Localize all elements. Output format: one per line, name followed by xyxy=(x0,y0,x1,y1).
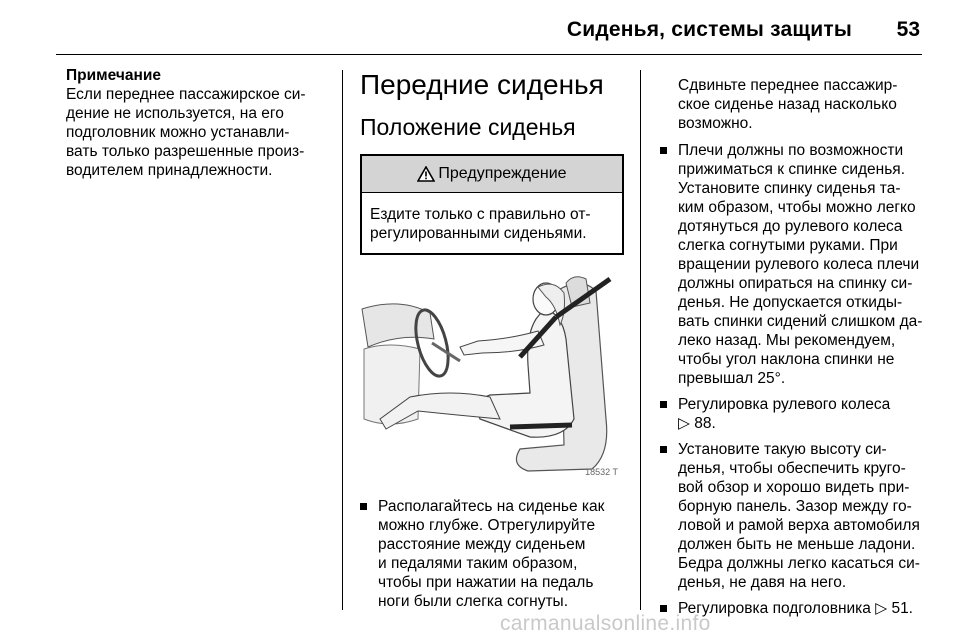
list-item xyxy=(660,440,928,592)
column-divider-2 xyxy=(640,70,641,610)
note-text xyxy=(66,85,328,180)
column-3 xyxy=(660,76,928,625)
watermark: carmanualsonline.info xyxy=(500,612,711,635)
list-item xyxy=(660,395,928,433)
note-line: Если переднее пассажирское си- xyxy=(66,86,306,103)
warning-text xyxy=(362,193,622,253)
list-item-text: Установите такую высоту си- денья, чтобы обеспечить круго- вой обзор и хорошо видеть при- борную панель. Зазор между го- ловой и рамой верха автомобиля должен быть не меньше ладони. Бедра должны легко касаться си- денья, не давя на него. xyxy=(678,441,920,591)
bullet-square-icon xyxy=(360,503,367,510)
note-line: вать только разрешенные произ- xyxy=(66,143,305,160)
page-header xyxy=(56,0,922,56)
driver-seat-illustration xyxy=(360,269,622,479)
list-item-text: Располагайтесь на сиденье как можно глубже. Отрегулируйте расстояние между сиденьем и педалями таким образом, чтобы при нажатии на педаль ноги были слегка согнуты. xyxy=(378,498,605,610)
note-line: водителем принадлежности. xyxy=(66,162,273,179)
list-item xyxy=(660,141,928,388)
bullet-square-icon xyxy=(660,401,667,408)
section-subtitle: Положение сиденья xyxy=(360,114,576,140)
bullet-square-icon xyxy=(660,446,667,453)
warning-line: регулированными сиденьями. xyxy=(370,225,587,242)
adjustment-list xyxy=(660,141,928,618)
note-line: подголовник можно устанавли- xyxy=(66,124,290,141)
warning-triangle-icon xyxy=(417,166,435,182)
headrest-reference-link[interactable]: Регулировка подголовника ▷ 51. xyxy=(678,600,913,617)
column-divider-1 xyxy=(342,70,343,610)
illustration-id: 18532 T xyxy=(585,467,618,477)
section-title: Передние сиденья xyxy=(360,69,604,100)
note-title: Примечание xyxy=(66,67,161,84)
intro-text: Сдвиньте переднее пассажир- ское сиденье назад насколько возможно. xyxy=(678,77,898,132)
warning-header xyxy=(362,156,622,193)
bullet-square-icon xyxy=(660,147,667,154)
list-item-text: Плечи должны по возможности прижиматься к спинке сиденья. Установите спинку сиденья та- ким образом, чтобы можно легко дотянуться до рулевого колеса слегка согнутыми руками. При вращении рулевого колеса плечи должны опираться на спинку си- денья. Не допускается откиды- вать спинки сидений слишком да- леко назад. Мы рекомендуем, чтобы угол наклона спинки не превышал 25°. xyxy=(678,142,923,387)
list-item xyxy=(360,497,626,611)
steering-reference-link[interactable]: Регулировка рулевого колеса ▷ 88. xyxy=(678,396,891,432)
bullet-square-icon xyxy=(660,605,667,612)
warning-title: Предупреждение xyxy=(438,165,567,182)
warning-box xyxy=(360,154,624,255)
page-number: 53 xyxy=(896,18,920,41)
page-title: Сиденья, системы защиты xyxy=(566,18,852,41)
note-line: дение не используется, на его xyxy=(66,105,284,122)
header-rule xyxy=(56,54,922,55)
warning-line: Ездите только с правильно от- xyxy=(370,206,591,223)
column-1 xyxy=(66,66,328,180)
column-2 xyxy=(360,70,626,618)
seat-instructions-list xyxy=(360,497,626,611)
seat-position-illustration xyxy=(360,269,622,479)
